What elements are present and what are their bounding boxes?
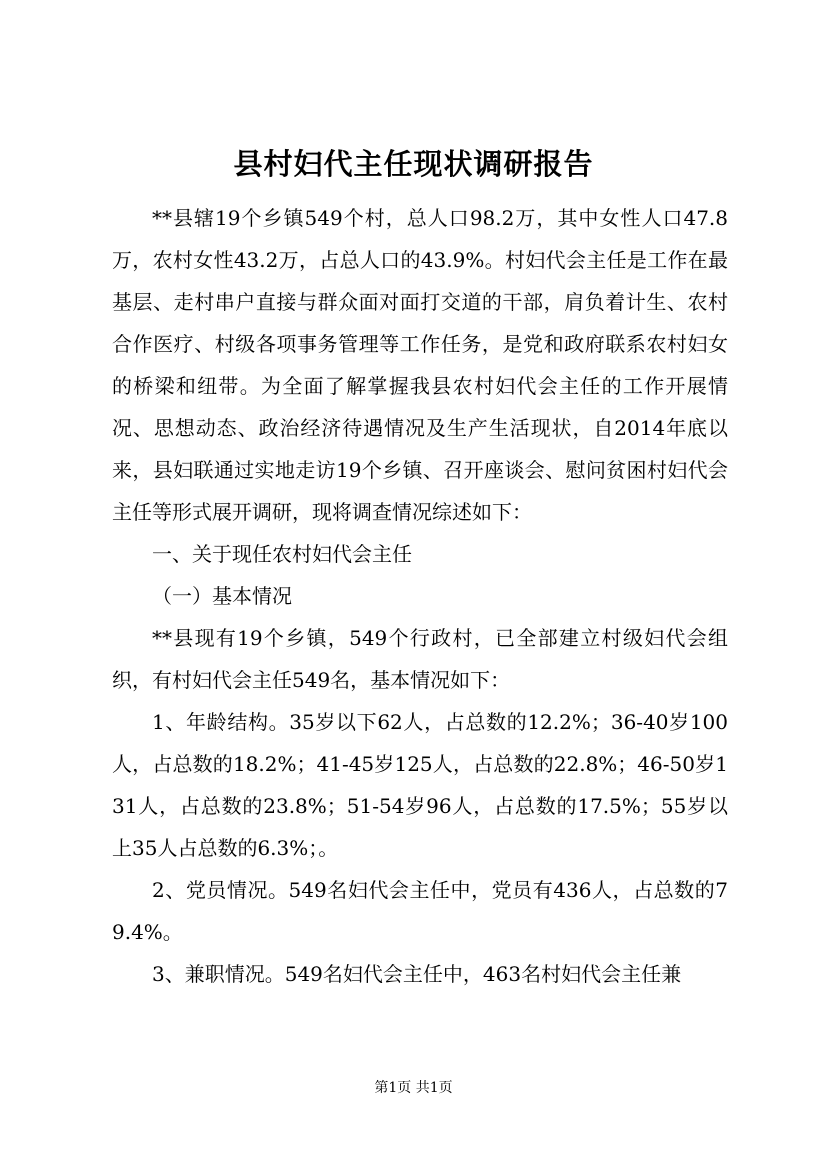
page-number: 第1页 共1页 — [374, 1080, 453, 1096]
document-title: 县村妇代主任现状调研报告 — [233, 147, 594, 181]
subsection-heading: （一）基本情况 — [152, 584, 292, 608]
section-heading: 一、关于现任农村妇代会主任 — [152, 542, 412, 566]
paragraph-age-structure: 1、年龄结构。35岁以下62人，占总数的12.2%；36-40岁100人，占总数的18.2%；41-45岁125人，占总数的22.8%；46-50岁131人，占总数的23.8%；51-54岁96人，占总数的17.5%；55岁以上35人占总数的6.3%；。 — [112, 710, 728, 860]
paragraph-intro: **县辖19个乡镇549个村，总人口98.2万，其中女性人口47.8万，农村女性43.2万，占总人口的43.9%。村妇代会主任是工作在最基层、走村串户直接与群众面对面打交道的干部，肩负着计生、农村合作医疗、村级各项事务管理等工作任务，是党和政府联系农村妇女的桥梁和纽带。为全面了解掌握我县农村妇代会主任的工作开展情况、思想动态、政治经济待遇情况及生产生活现状，自2014年底以来，县妇联通过实地走访19个乡镇、召开座谈会、慰问贫困村妇代会主任等形式展开调研，现将调查情况综述如下： — [112, 206, 728, 524]
paragraph-part-time: 3、兼职情况。549名妇代会主任中，463名村妇代会主任兼 — [152, 962, 682, 986]
paragraph-party-members: 2、党员情况。549名妇代会主任中，党员有436人，占总数的79.4%。 — [112, 878, 728, 944]
document-body — [112, 197, 728, 995]
paragraph-overview: **县现有19个乡镇，549个行政村，已全部建立村级妇代会组织，有村妇代会主任549名，基本情况如下： — [112, 626, 728, 692]
